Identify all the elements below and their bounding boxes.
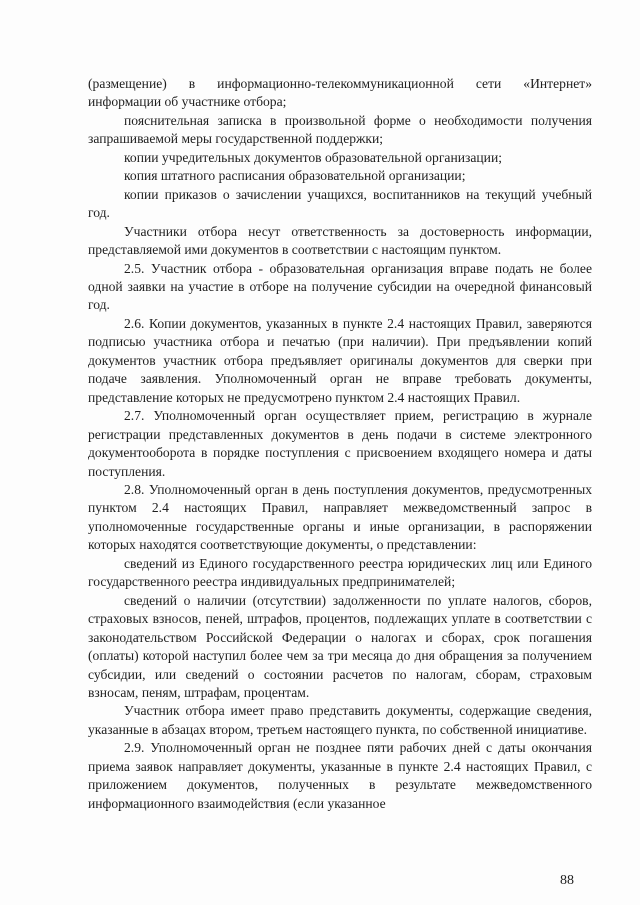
paragraph-2-7: 2.7. Уполномоченный орган осуществляет прием, регистрацию в журнале регистрации представленных документов в день подачи в системе электронного документооборота в порядке поступления с присвоением входящего номера и даты поступления.: [88, 408, 592, 479]
document-body: [88, 75, 592, 813]
paragraph-debt-info: сведений о наличии (отсутствии) задолженности по уплате налогов, сборов, страховых взносов, пеней, штрафов, процентов, подлежащих уплате в соответствии с законодательством Российской Федерации о налогах и сборах, срок погашения (оплаты) которой наступил более чем за три месяца до дня обращения за получением субсидии, или сведений о состоянии расчетов по налогам, сборам, страховым взносам, пеням, штрафам, процентам.: [88, 592, 592, 700]
paragraph-enrollment-orders: копии приказов о зачислении учащихся, воспитанников на текущий учебный год.: [88, 186, 592, 221]
paragraph-staff-schedule: копия штатного расписания образовательной организации;: [124, 168, 466, 184]
page-number: 88: [560, 873, 574, 888]
paragraph-responsibility: Участники отбора несут ответственность за достоверность информации, представляемой ими документов в соответствии с настоящим пунктом.: [88, 223, 592, 258]
paragraph-2-9: 2.9. Уполномоченный орган не позднее пяти рабочих дней с даты окончания приема заявок направляет документы, указанные в пункте 2.4 настоящих Правил, с приложением документов, полученных в результате межведомственного информационного взаимодействия (если указанное: [88, 740, 592, 811]
paragraph-founding-documents: копии учредительных документов образовательной организации;: [124, 149, 503, 165]
paragraph-2-5: 2.5. Участник отбора - образовательная организация вправе подать не более одной заявки на участие в отборе на получение субсидии на очередной финансовый год.: [88, 260, 592, 313]
paragraph-explanatory-note: пояснительная записка в произвольной форме о необходимости получения запрашиваемой меры государственной поддержки;: [88, 112, 592, 147]
paragraph-register-info: сведений из Единого государственного реестра юридических лиц или Единого государственного реестра индивидуальных предпринимателей;: [88, 555, 592, 590]
paragraph-continuation: (размещение) в информационно-телекоммуникационной сети «Интернет» информации об участнике отбора;: [88, 76, 592, 110]
paragraph-own-initiative: Участник отбора имеет право представить документы, содержащие сведения, указанные в абзацах втором, третьем настоящего пункта, по собственной инициативе.: [88, 703, 592, 737]
paragraph-2-8: 2.8. Уполномоченный орган в день поступления документов, предусмотренных пунктом 2.4 настоящих Правил, направляет межведомственный запрос в уполномоченные государственные органы и иные организации, в распоряжении которых находятся соответствующие документы, о представлении:: [88, 481, 592, 553]
paragraph-2-6: 2.6. Копии документов, указанных в пункте 2.4 настоящих Правил, заверяются подписью участника отбора и печатью (при наличии). При предъявлении копий документов участник отбора предъявляет оригиналы документов для сверки при подаче заявления. Уполномоченный орган не вправе требовать документы, представление которых не предусмотрено пунктом 2.4 настоящих Правил.: [88, 315, 592, 405]
